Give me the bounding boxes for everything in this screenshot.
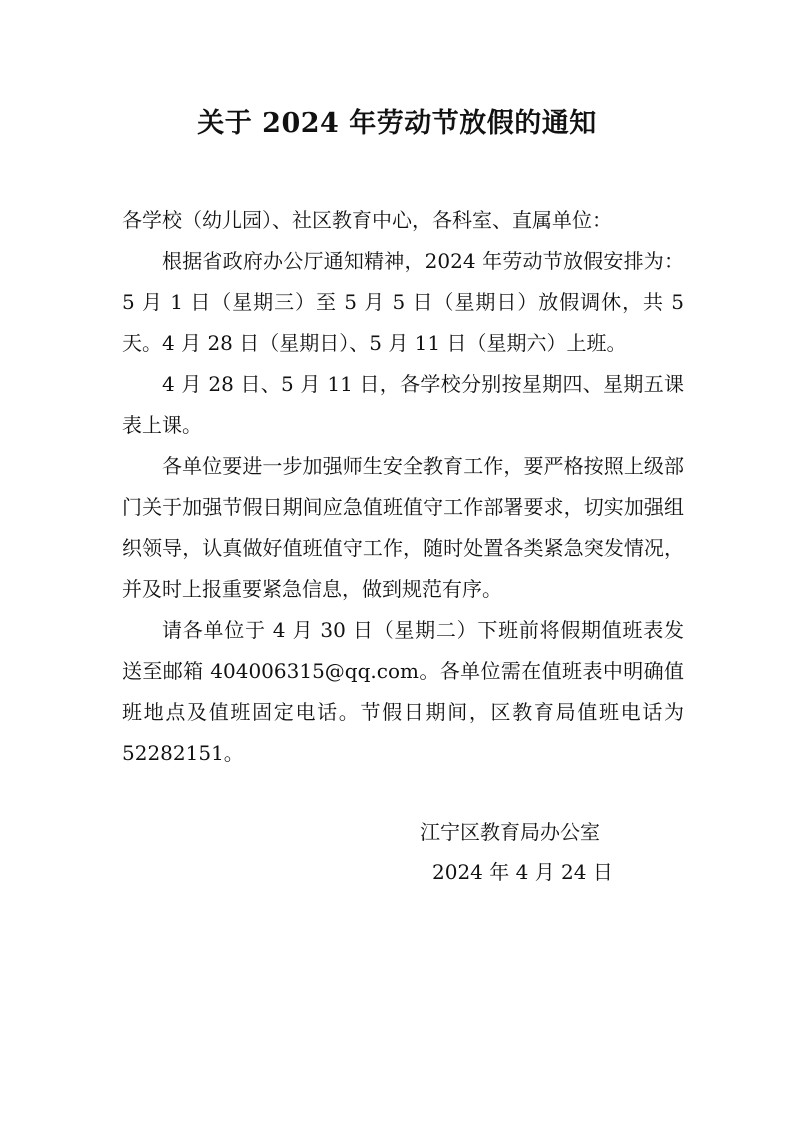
issue-date: 2024 年 4 月 24 日 — [432, 860, 613, 884]
issuer-name: 江宁区教育局办公室 — [420, 820, 600, 844]
paragraph-class-schedule: 4 月 28 日、5 月 11 日，各学校分别按星期四、星期五课表上课。 — [122, 372, 684, 437]
paragraph-holiday-schedule: 根据省政府办公厅通知精神，2024 年劳动节放假安排为：5 月 1 日（星期三）至 5 月 5 日（星期日）放假调休，共 5 天。4 月 28 日（星期日）、5 月 11 日（星期六）上班。 — [122, 249, 684, 355]
paragraph-safety-education: 各单位要进一步加强师生安全教育工作，要严格按照上级部门关于加强节假日期间应急值班值守工作部署要求，切实加强组织领导，认真做好值班值守工作，随时处置各类紧急突发情况，并及时上报重要紧急信息，做到规范有序。 — [122, 454, 684, 601]
document-title: 关于 2024 年劳动节放假的通知 — [197, 108, 597, 139]
salutation: 各学校（幼儿园）、社区教育中心，各科室、直属单位： — [122, 208, 612, 232]
signature-block — [420, 812, 613, 892]
document-body — [122, 200, 684, 774]
paragraph-duty-roster: 请各单位于 4 月 30 日（星期二）下班前将假期值班表发送至邮箱 404006315@qq.com。各单位需在值班表中明确值班地点及值班固定电话。节假日期间，区教育局值班电话为 52282151。 — [122, 618, 684, 765]
